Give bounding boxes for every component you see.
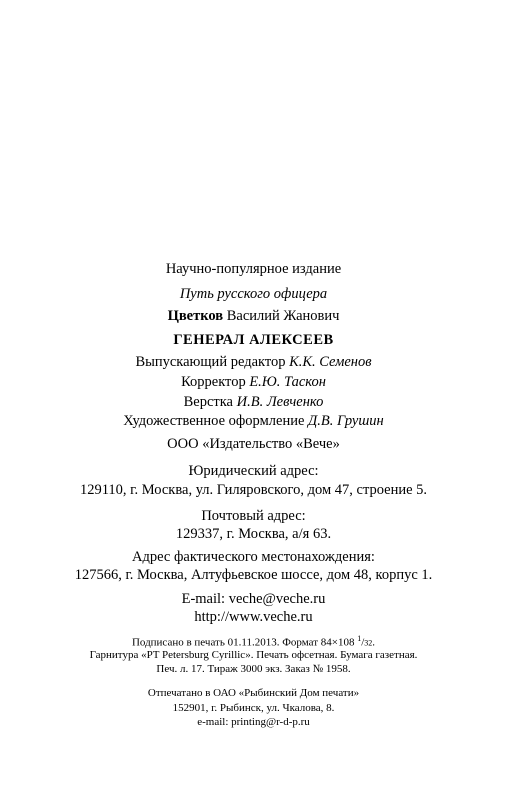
credit-role: Верстка bbox=[183, 394, 237, 410]
postal-address: 129337, г. Москва, а/я 63. bbox=[175, 526, 332, 542]
credit-line bbox=[0, 375, 507, 390]
publisher-name: ООО «Издательство «Вече» bbox=[167, 436, 340, 452]
printer-email: e-mail: printing@r-d-p.ru bbox=[197, 716, 310, 728]
format-slash: / bbox=[361, 636, 365, 649]
edition-type: Научно-популярное издание bbox=[165, 261, 342, 277]
print-run-info: Печ. л. 17. Тираж 3000 экз. Заказ № 1958. bbox=[156, 663, 351, 675]
actual-address: 127566, г. Москва, Алтуфьевское шоссе, дом 48, корпус 1. bbox=[74, 567, 433, 583]
author-surname: Цветков bbox=[167, 308, 224, 324]
legal-address: 129110, г. Москва, ул. Гиляровского, дом 47, строение 5. bbox=[79, 482, 428, 498]
actual-address-label: Адрес фактического местонахождения: bbox=[132, 549, 375, 565]
format-numerator: 1 bbox=[357, 634, 362, 643]
format-end: . bbox=[372, 636, 376, 649]
publisher-website: http://www.veche.ru bbox=[194, 609, 313, 625]
postal-address-label: Почтовый адрес: bbox=[201, 508, 306, 524]
credit-line bbox=[0, 414, 507, 429]
credit-role: Корректор bbox=[181, 374, 250, 390]
publisher-email: E-mail: veche@veche.ru bbox=[181, 591, 326, 607]
author bbox=[0, 309, 507, 324]
credit-line bbox=[0, 395, 507, 410]
book-title: ГЕНЕРАЛ АЛЕКСЕЕВ bbox=[173, 332, 334, 348]
typeface-info: Гарнитура «PT Petersburg Cyrillic». Печать офсетная. Бумага газетная. bbox=[89, 649, 418, 661]
signed-to-print bbox=[0, 635, 507, 649]
signed-text: Подписано в печать 01.11.2013. Формат 84×108 bbox=[131, 636, 358, 649]
series-title: Путь русского офицера bbox=[179, 286, 328, 302]
credit-name: И.В. Левченко bbox=[236, 394, 324, 410]
credit-role: Выпускающий редактор bbox=[135, 354, 290, 370]
printed-at: Отпечатано в ОАО «Рыбинский Дом печати» bbox=[147, 687, 360, 699]
credit-name: К.К. Семенов bbox=[289, 354, 372, 370]
legal-address-label: Юридический адрес: bbox=[188, 463, 319, 479]
author-given-names: Василий Жанович bbox=[223, 308, 340, 324]
credit-line bbox=[0, 355, 507, 370]
credit-name: Е.Ю. Таскон bbox=[249, 374, 326, 390]
printer-address: 152901, г. Рыбинск, ул. Чкалова, 8. bbox=[172, 702, 335, 714]
credit-name: Д.В. Грушин bbox=[308, 413, 384, 429]
credit-role: Художественное оформление bbox=[123, 413, 309, 429]
format-denominator: 32 bbox=[364, 638, 373, 648]
